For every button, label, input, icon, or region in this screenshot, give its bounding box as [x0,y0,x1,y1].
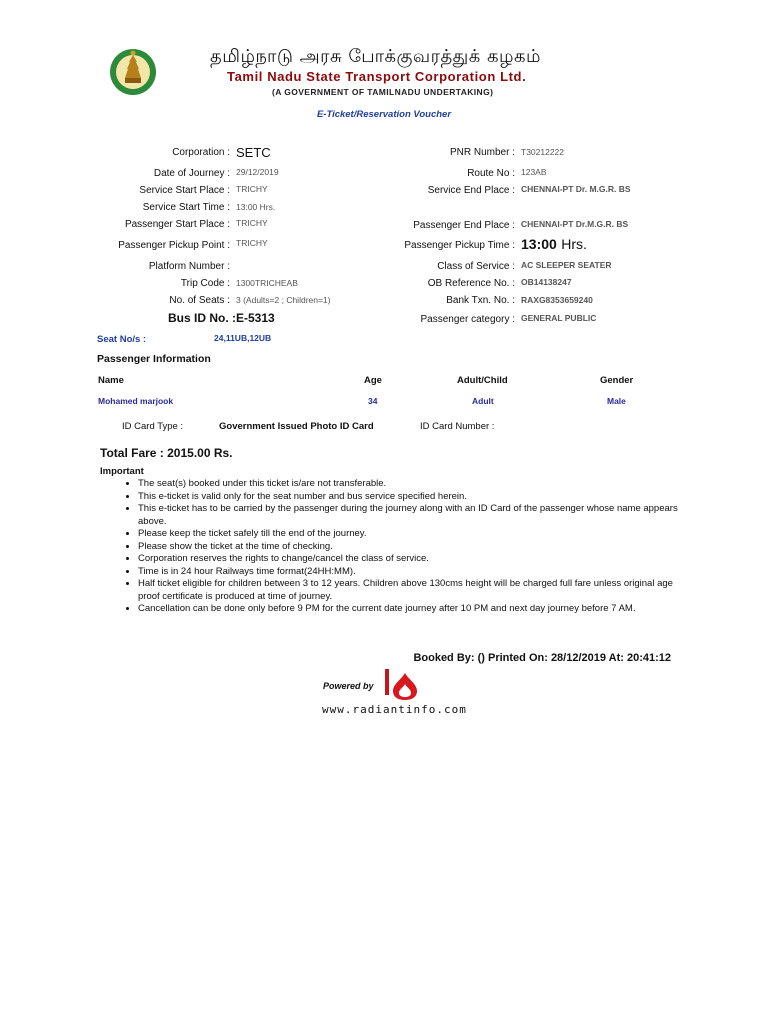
pnr-value: T30212222 [521,147,565,157]
passenger-start-place-label: Passenger Start Place : [124,219,230,230]
pickup-time-unit: Hrs. [561,236,587,252]
seat-nos-label: Seat No/s : [97,334,147,345]
important-item: • Cancellation can be done only before 9 PM for the current date journey after 10 PM and next day journey before 7 AM. [138,603,683,616]
service-start-time-unit: Hrs. [259,202,276,212]
bus-id-value: E-5313 [236,311,275,325]
passenger-category-value: GENERAL PUBLIC [521,313,597,323]
passenger-gender: Male [607,396,626,406]
no-of-seats-label: No. of Seats : [169,295,230,306]
bank-txn-label: Bank Txn. No. : [446,295,515,306]
seat-nos-value: 24,11UB,12UB [214,333,272,343]
pickup-time-label: Passenger Pickup Time : [404,240,515,251]
route-no-value: 123AB [521,167,547,177]
column-header-gender: Gender [600,375,634,386]
important-item: • Please keep the ticket safely till the end of the journey. [138,528,683,541]
important-heading: Important [100,466,144,477]
ob-reference-label: OB Reference No. : [427,278,515,289]
route-no-label: Route No : [467,168,515,179]
radiant-logo-icon [383,668,421,702]
bank-txn-value: RAXG8353659240 [521,295,593,305]
subtitle: (A GOVERNMENT OF TAMILNADU UNDERTAKING) [272,87,494,97]
passenger-info-heading: Passenger Information [97,353,211,365]
service-start-place-value: TRICHY [236,184,268,194]
ob-reference-value: OB14138247 [521,277,572,287]
passenger-start-place-value: TRICHY [236,218,268,228]
passenger-type: Adult [472,396,494,406]
class-of-service-value: AC SLEEPER SEATER [521,260,612,270]
service-start-time-label: Service Start Time : [142,202,230,213]
no-of-seats-value: 3 (Adults=2 ; Children=1) [236,295,331,305]
tamil-nadu-emblem-icon [108,42,158,102]
important-item: • Half ticket eligible for children between 3 to 12 years. Children above 130cms height will be charged full fare unless original age proof certificate is produced at time of journey. [138,578,683,603]
date-of-journey-label: Date of Journey : [153,168,230,179]
pnr-label: PNR Number : [449,147,515,158]
class-of-service-label: Class of Service : [437,261,515,272]
trip-code-value: 1300TRICHEAB [236,278,298,288]
corporation-label: Corporation : [172,147,230,158]
important-item: • Please show the ticket at the time of checking. [138,541,683,554]
pickup-time: 13:00 [521,236,557,252]
voucher-title: E-Ticket/Reservation Voucher [316,109,452,120]
date-of-journey-value: 29/12/2019 [236,167,279,177]
service-start-time-value [236,202,275,212]
important-list [124,478,683,616]
important-item: • This e-ticket is valid only for the seat number and bus service specified herein. [138,491,683,504]
pickup-time-value [521,236,587,254]
service-end-place-value: CHENNAI-PT Dr. M.G.R. BS [521,184,631,194]
powered-by-text: Powered by [323,681,374,691]
service-end-place-label: Service End Place : [427,185,515,196]
important-item: • This e-ticket has to be carried by the passenger during the journey along with an ID Card of the passenger whose name appears above. [138,503,683,528]
tamil-title: தமிழ்நாடு அரசு போக்குவரத்துக் கழகம் [210,46,542,67]
platform-number-label: Platform Number : [148,261,230,272]
booked-by-printed-on: Booked By: () Printed On: 28/12/2019 At: 20:41:12 [413,652,671,664]
pickup-point-value: TRICHY [236,238,268,248]
service-start-time: 13:00 [236,202,258,212]
total-fare: Total Fare : 2015.00 Rs. [100,446,233,460]
service-start-place-label: Service Start Place : [139,185,230,196]
passenger-end-place-value: CHENNAI-PT Dr.M.G.R. BS [521,219,629,229]
passenger-category-label: Passenger category : [420,314,515,325]
column-header-name: Name [98,375,124,386]
website-link[interactable]: www.radiantinfo.com [322,703,467,716]
trip-code-label: Trip Code : [180,278,230,289]
bus-id-label: Bus ID No. : [168,311,236,325]
english-title: Tamil Nadu State Transport Corporation Ltd. [227,69,527,84]
corporation-value: SETC [236,145,271,160]
id-card-type-label: ID Card Type : [122,421,184,432]
passenger-age: 34 [368,396,378,406]
important-item: • The seat(s) booked under this ticket is/are not transferable. [138,478,683,491]
pickup-point-label: Passenger Pickup Point : [118,240,230,251]
id-card-type-value: Government Issued Photo ID Card [219,421,374,432]
id-card-number-label: ID Card Number : [420,421,495,432]
passenger-end-place-label: Passenger End Place : [413,220,515,231]
column-header-age: Age [364,375,382,386]
important-item: • Corporation reserves the rights to change/cancel the class of service. [138,553,683,566]
passenger-name: Mohamed marjook [98,396,174,406]
important-item: • Time is in 24 hour Railways time format(24HH:MM). [138,566,683,579]
column-header-adult-child: Adult/Child [457,375,508,386]
